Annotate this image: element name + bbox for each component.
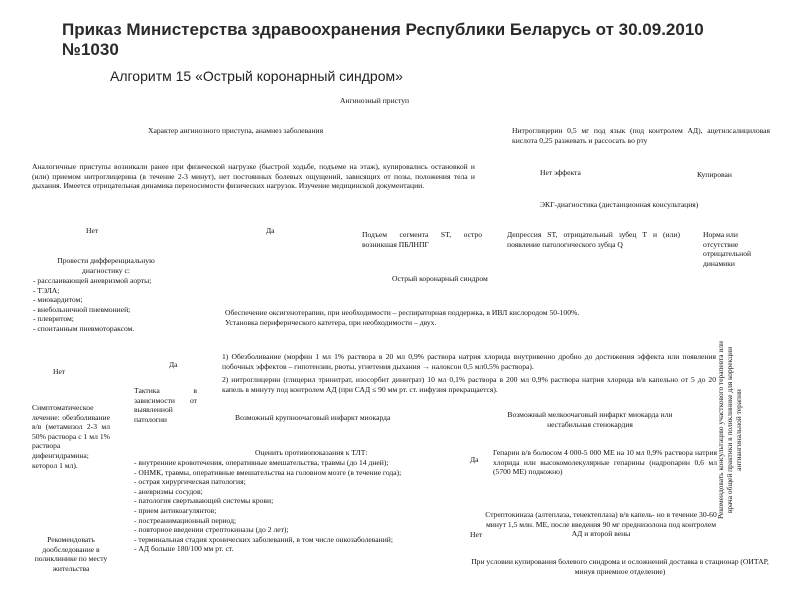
differential-list xyxy=(33,276,151,334)
contraindication-item: - ОНМК, травмы, оперативные вмешательства на головном мозге (в течение года); xyxy=(134,467,402,477)
contraindications-title: Оценить противопоказания к ТЛТ: xyxy=(255,448,368,457)
contraindication-item: - острая хирургическая патология; xyxy=(134,477,246,487)
page-title: Приказ Министерства здравоохранения Республики Беларусь от 30.09.2010 №1030 xyxy=(62,20,704,59)
contraindication-item: - АД больше 180/100 мм рт. ст. xyxy=(134,544,234,554)
tactics-text: Тактика в зависимости от выявленной патологии xyxy=(134,386,197,424)
contraindication-item: - прием антикоагулянтов; xyxy=(134,505,217,515)
large-focal-mi-text: Возможный крупноочаговый инфаркт миокарда xyxy=(235,413,391,422)
nitroglycerin-infusion-text: 2) нитроглицерин (глицерил тринитрат, изосорбит динитрат) 10 мл 0,1% раствора в 200 мл 0,9% раствора натрия хлорида в/в капельно от 5 до 20 капель в минуту под контролем АД (при САД ≤ 90 мм рт. ст. инфузия прекращается). xyxy=(222,375,716,394)
streptokinase-text: Стрептокиназа (алтеплаза, тенектеплаза) в/в капель- но в течение 30-60 минут 1,5 млн. МЕ, после введения 90 мг преднизолона под контролем АД и второй вены xyxy=(485,510,717,539)
anginal-attack-heading: Ангинозный приступ xyxy=(340,96,410,105)
differential-item: - миокардитом; xyxy=(33,295,83,305)
differential-item: - расслаивающей аневризмой аорты; xyxy=(33,276,152,285)
pain-relief-text: 1) Обезболивание (морфин 1 мл 1% раствора в 20 мл 0,9% раствора натрия хлорида внутривенно дробно до достижения эффекта или появления побочных эффектов – гипотензии, рвоты, угнетения дыхания → налоксон 0,5 мл0,5% раствора). xyxy=(222,352,716,371)
st-depression-text: Депрессия ST, отрицательный зубец Т и (или) появление патологического зубца Q xyxy=(507,230,680,249)
yes-label-3: Да xyxy=(470,455,479,464)
algorithm-subtitle: Алгоритм 15 «Острый коронарный синдром» xyxy=(110,68,403,84)
nitroglycerin-text: Нитроглицерин 0,5 мг под язык (под контролем АД), ацетилсалициловая кислота 0,25 разжевать и рассосать во рту xyxy=(512,126,770,145)
st-elevation-text: Подъем сегмента ST, остро возникшая ПБЛНПГ xyxy=(362,230,482,249)
symptomatic-treatment-text: Симптоматическое лечение: обезболивание в/в (метамизол 2-3 мл 50% раствора с 1 мл 1% раствора дифенгидрамина; кеторол 1 мл). xyxy=(32,403,110,470)
contraindication-item: - постреанимационный период; xyxy=(134,515,237,525)
acs-heading: Острый коронарный синдром xyxy=(392,274,488,283)
relieved-label: Купирован xyxy=(697,170,732,179)
contraindication-item: - патология свертывающей системы крови; xyxy=(134,496,274,506)
contraindication-item: - внутренние кровотечения, оперативные вмешательства, травмы (до 14 дней); xyxy=(134,458,389,467)
no-label-3: Нет xyxy=(470,530,483,539)
differential-item: - внебольничной пневмонией; xyxy=(33,304,131,314)
small-focal-mi-text: Возможный мелкоочаговый инфаркт миокарда или нестабильная стенокардия xyxy=(507,410,673,429)
no-label-2: Нет xyxy=(53,367,66,376)
vertical-consultation-note-wrapper xyxy=(716,340,776,520)
contraindication-item: - терминальная стадия хронических заболеваний, в том числе онкозаболеваний; xyxy=(134,534,393,544)
no-effect-label: Нет эффекта xyxy=(540,168,581,177)
similar-attacks-text: Аналогичные приступы возникали ранее при физической нагрузке (быстрой ходьбе, подъеме на этаж), купировались остановкой и (или) приемом нитроглицерина (в течение 2-3 минут), нет постоянных болевых ощущений, зависящих от позы, положения тела и дыхания. Имеется отрицательная динамика переносимости физических нагрузок. Изучение медицинской документации. xyxy=(32,162,475,191)
yes-label-2: Да xyxy=(169,360,178,369)
recommend-outpatient-text: Рекомендовать дообследование в поликлинике по месту жительства xyxy=(34,535,108,573)
ecg-diagnostics-text: ЭКГ-диагностика (дистанционная консультация) xyxy=(540,200,699,209)
yes-label-1: Да xyxy=(266,226,275,235)
contraindication-item: - повторное введении стрептокиназы (до 2 лет); xyxy=(134,525,289,535)
hospital-delivery-text: При условии купирования болевого синдрома и осложнений доставка в стационар (ОИТАР, минуя приемное отделение) xyxy=(471,557,769,576)
differential-item: - плевритом; xyxy=(33,314,74,324)
vertical-consultation-note: Рекомендовать консультацию участкового терапевта или врача общей практики в поликлинике для коррекции антиангинальной терапии xyxy=(716,340,743,520)
differential-item: - спонтанным пневмотораксом. xyxy=(33,323,135,333)
contraindications-list xyxy=(134,458,460,554)
differential-title: Провести дифференциальную диагностику с: xyxy=(57,256,155,275)
normal-ecg-text: Норма или отсутствие отрицательной динамики xyxy=(703,230,752,268)
attack-character-text: Характер ангинозного приступа, анамнез заболевания xyxy=(148,126,324,135)
no-label-1: Нет xyxy=(86,226,99,235)
peripheral-catheter-text: Установка периферического катетера, при необходимости – двух. xyxy=(225,318,437,327)
heparin-text: Гепарин в/в болюсом 4 000-5 000 МЕ на 10 мл 0,9% раствора натрия хлорида или высокомолекулярные гепарины (надропарин 0,6 мл (5700 МЕ) подкожно) xyxy=(493,448,717,477)
differential-item: - ТЭЛА; xyxy=(33,285,60,295)
oxygen-therapy-text: Обеспечение оксигенотерапии, при необходимости – респираторная поддержка, в ИВЛ кислородом 50-100%. xyxy=(225,308,580,317)
contraindication-item: - аневризмы сосудов; xyxy=(134,486,203,496)
